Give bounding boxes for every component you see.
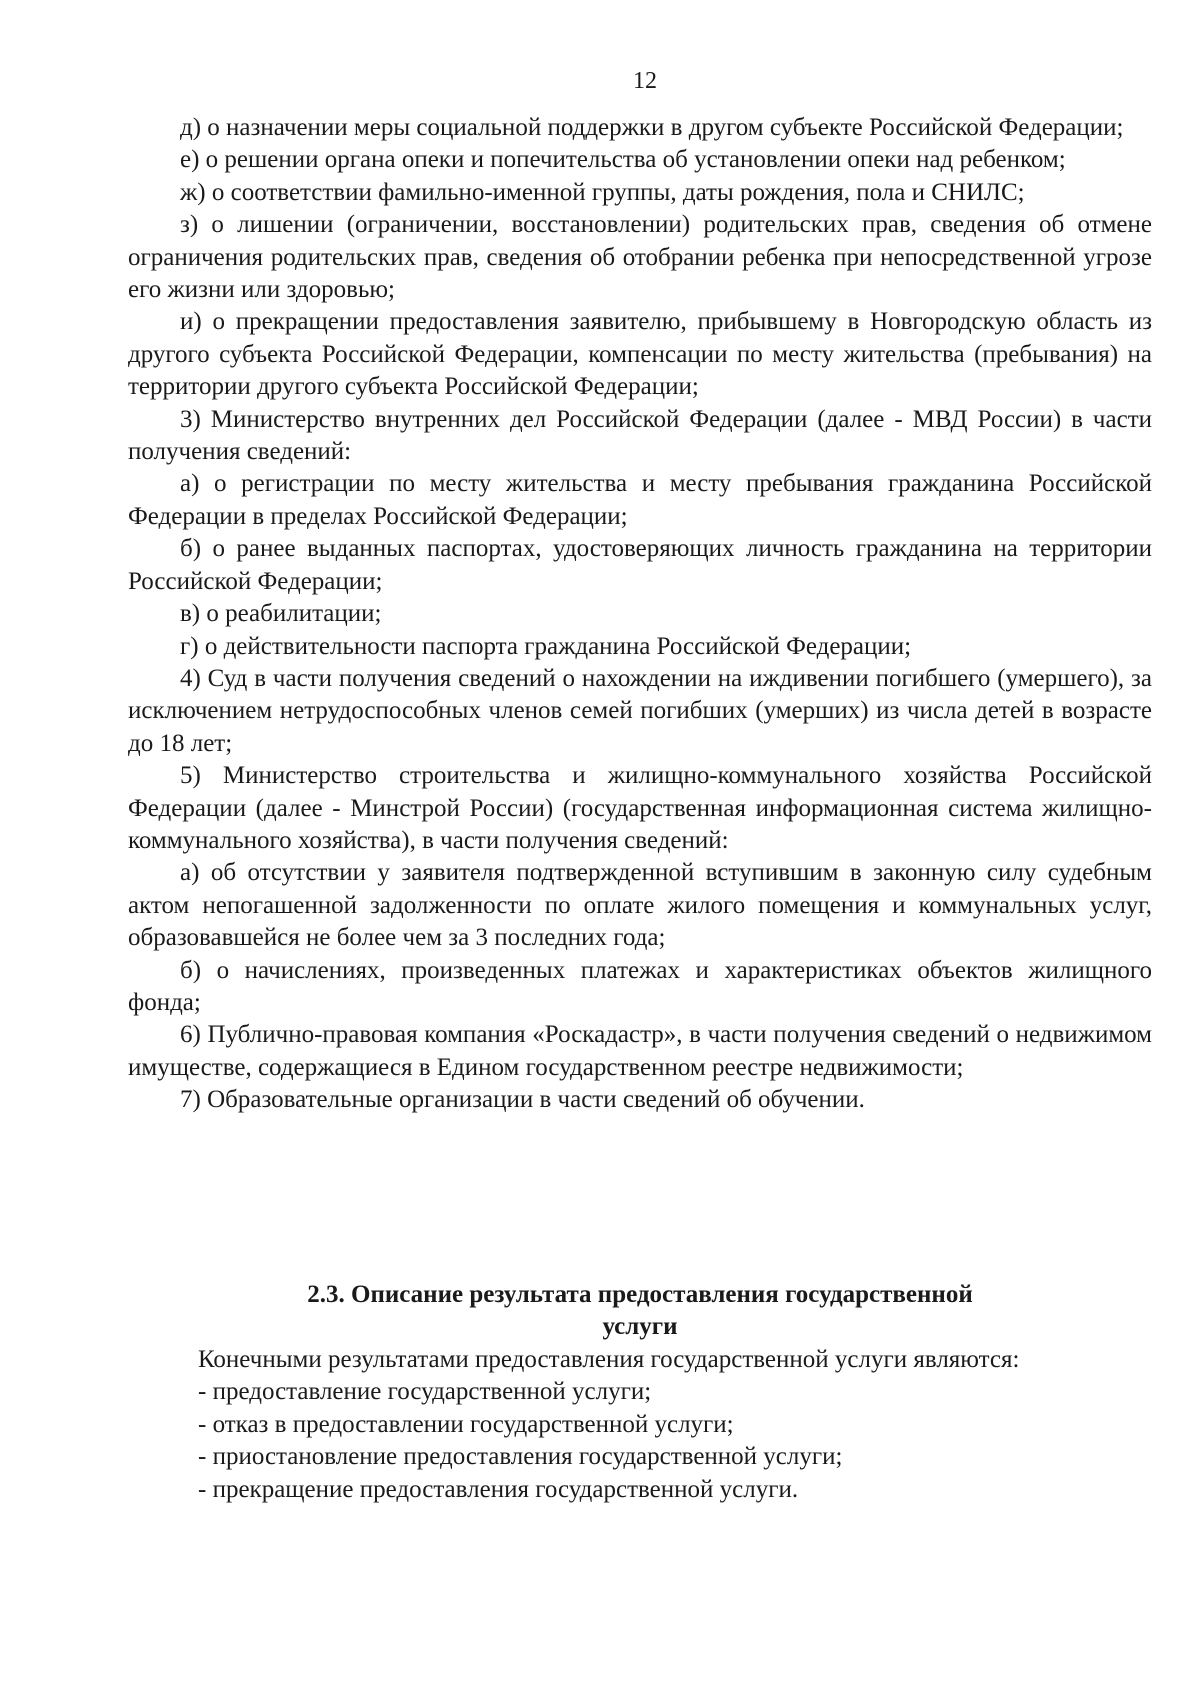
paragraph-v-rehabilitation: в) о реабилитации; bbox=[180, 600, 382, 628]
paragraph-b-charges: б) о начислениях, произведенных платежах и характеристиках объектов жилищного фонда; bbox=[128, 956, 1152, 1016]
section-heading bbox=[230, 1279, 1050, 1343]
paragraph-g-passport-validity: г) о действительности паспорта гражданина Российской Федерации; bbox=[180, 632, 912, 660]
paragraph-6-roskadastr: 6) Публично-правовая компания «Роскадастр», в части получения сведений о недвижимом имуществе, содержащиеся в Едином государственном реестре недвижимости; bbox=[128, 1021, 1152, 1081]
paragraph-a-registration: а) о регистрации по месту жительства и месту пребывания гражданина Российской Федерации в пределах Российской Федерации; bbox=[128, 470, 1152, 530]
section-heading-line2: услуги bbox=[602, 1313, 678, 1340]
result-item: - отказ в предоставлении государственной услуги; bbox=[198, 1410, 734, 1438]
paragraph-4-court: 4) Суд в части получения сведений о нахождении на иждивении погибшего (умершего), за исключением нетрудоспособных членов семей погибших (умерших) из числа детей в возрасте до 18 лет; bbox=[128, 664, 1152, 757]
result-item: - предоставление государственной услуги; bbox=[198, 1378, 652, 1406]
result-item: - прекращение предоставления государственной услуги. bbox=[198, 1475, 799, 1503]
result-item: - приостановление предоставления государственной услуги; bbox=[198, 1443, 843, 1471]
results-intro: Конечными результатами предоставления государственной услуги являются: bbox=[198, 1346, 1020, 1373]
paragraph-i-compensation: и) о прекращении предоставления заявителю, прибывшему в Новгородскую область из другого субъекта Российской Федерации, компенсации по месту жительства (пребывания) на территории другого субъекта Российской Федерации; bbox=[128, 308, 1152, 401]
page-number: 12 bbox=[633, 68, 657, 94]
paragraph-zh-snils: ж) о соответствии фамильно-именной группы, даты рождения, пола и СНИЛС; bbox=[180, 178, 1025, 206]
paragraph-7-education: 7) Образовательные организации в части сведений об обучении. bbox=[180, 1086, 865, 1114]
paragraph-d-social-support: д) о назначении меры социальной поддержки в другом субъекте Российской Федерации; bbox=[180, 114, 1124, 141]
body-text bbox=[128, 112, 1152, 1117]
paragraph-e-guardianship: е) о решении органа опеки и попечительства об установлении опеки над ребенком; bbox=[180, 146, 1066, 174]
paragraph-b-passports: б) о ранее выданных паспортах, удостоверяющих личность гражданина на территории Российской Федерации; bbox=[128, 535, 1152, 595]
section-heading-line1: 2.3. Описание результата предоставления государственной bbox=[307, 1281, 973, 1308]
results-list bbox=[198, 1344, 1158, 1506]
paragraph-a-debt: а) об отсутствии у заявителя подтвержденной вступившим в законную силу судебным актом непогашенной задолженности по оплате жилого помещения и коммунальных услуг, образовавшейся не более чем за 3 последних года; bbox=[128, 859, 1152, 952]
paragraph-5-minstroy: 5) Министерство строительства и жилищно-коммунального хозяйства Российской Федерации (далее - Минстрой России) (государственная информационная система жилищно-коммунального хозяйства), в части получения сведений: bbox=[128, 762, 1152, 854]
paragraph-3-mvd: 3) Министерство внутренних дел Российской Федерации (далее - МВД России) в части получения сведений: bbox=[128, 405, 1152, 466]
paragraph-z-parental-rights: з) о лишении (ограничении, восстановлении) родительских прав, сведения об отмене ограничения родительских прав, сведения об отобрании ребенка при непосредственной угрозе его жизни или здоровью; bbox=[128, 211, 1152, 304]
